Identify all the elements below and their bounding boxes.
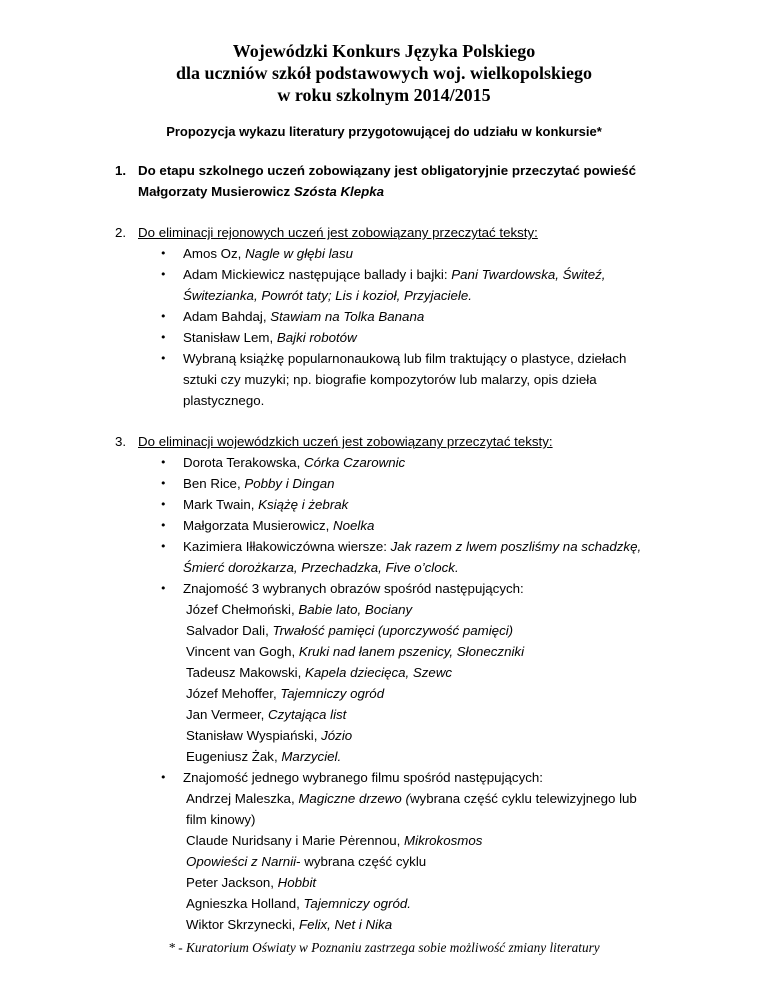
painting-item: Józef Chełmoński, Babie lato, Bociany bbox=[186, 602, 413, 617]
list-item-continuation: sztuki czy muzyki; np. biografie kompozytorów lub malarzy, opis dzieła bbox=[183, 372, 597, 387]
painting-item: Tadeusz Makowski, Kapela dziecięca, Szewc bbox=[186, 665, 453, 680]
list-item-continuation: plastycznego. bbox=[183, 393, 265, 408]
title-line-2: dla uczniów szkół podstawowych woj. wielkopolskiego bbox=[175, 63, 593, 83]
bullet-icon: • bbox=[160, 519, 167, 532]
painting-item: Salvador Dali, Trwałość pamięci (uporczywość pamięci) bbox=[186, 623, 514, 638]
list-item: Kazimiera Iłłakowiczówna wiersze: Jak razem z lwem poszliśmy na schadzkę, bbox=[183, 539, 642, 554]
films-intro: Znajomość jednego wybranego filmu spośród następujących: bbox=[183, 770, 543, 785]
bullet-icon: • bbox=[160, 540, 167, 553]
section-1-line-1: Do etapu szkolnego uczeń zobowiązany jest obligatoryjnie przeczytać powieść bbox=[138, 163, 637, 178]
film-item-continuation: film kinowy) bbox=[186, 812, 256, 827]
painting-item: Jan Vermeer, Czytająca list bbox=[186, 707, 347, 722]
film-item: Wiktor Skrzynecki, Felix, Net i Nika bbox=[186, 917, 393, 932]
section-3-heading: Do eliminacji wojewódzkich uczeń jest zobowiązany przeczytać teksty: bbox=[138, 434, 553, 449]
paintings-intro: Znajomość 3 wybranych obrazów spośród następujących: bbox=[183, 581, 524, 596]
bullet-icon: • bbox=[160, 268, 167, 281]
bullet-icon: • bbox=[160, 331, 167, 344]
painting-item: Eugeniusz Żak, Marzyciel. bbox=[186, 749, 342, 764]
title-line-3: w roku szkolnym 2014/2015 bbox=[277, 85, 491, 105]
bullet-icon: • bbox=[160, 477, 167, 490]
film-item: Claude Nuridsany i Marie Pėrennou, Mikrokosmos bbox=[186, 833, 483, 848]
footer-note: * - Kuratorium Oświaty w Poznaniu zastrzega sobie możliwość zmiany literatury bbox=[168, 940, 600, 955]
title-line-1: Wojewódzki Konkurs Języka Polskiego bbox=[232, 41, 536, 61]
bullet-icon: • bbox=[160, 582, 167, 595]
film-item: Opowieści z Narnii- wybrana część cyklu bbox=[186, 854, 427, 869]
painting-item: Vincent van Gogh, Kruki nad łanem pszenicy, Słoneczniki bbox=[186, 644, 525, 659]
list-item: Amos Oz, Nagle w głębi lasu bbox=[183, 246, 353, 261]
film-item: Agnieszka Holland, Tajemniczy ogród. bbox=[186, 896, 411, 911]
film-item: Peter Jackson, Hobbit bbox=[186, 875, 317, 890]
list-item: Wybraną książkę popularnonaukową lub film traktujący o plastyce, dziełach bbox=[183, 351, 627, 366]
bullet-icon: • bbox=[160, 352, 167, 365]
list-item: Dorota Terakowska, Córka Czarownic bbox=[183, 455, 406, 470]
list-item-continuation: Świtezianka, Powrót taty; Lis i kozioł, Przyjaciele. bbox=[183, 288, 472, 303]
section-2-heading: Do eliminacji rejonowych uczeń jest zobowiązany przeczytać teksty: bbox=[138, 225, 538, 240]
section-3-number: 3. bbox=[115, 434, 127, 449]
section-1-number: 1. bbox=[115, 163, 127, 178]
list-item: Adam Mickiewicz następujące ballady i bajki: Pani Twardowska, Świteź, bbox=[183, 267, 606, 282]
section-1-line-2: Małgorzaty Musierowicz Szósta Klepka bbox=[138, 184, 385, 199]
bullet-icon: • bbox=[160, 247, 167, 260]
list-item-continuation: Śmierć dorożkarza, Przechadzka, Five o’clock. bbox=[183, 560, 459, 575]
film-item: Andrzej Maleszka, Magiczne drzewo (wybrana część cyklu telewizyjnego lub bbox=[186, 791, 637, 806]
painting-item: Józef Mehoffer, Tajemniczy ogród bbox=[186, 686, 385, 701]
list-item: Ben Rice, Pobby i Dingan bbox=[183, 476, 335, 491]
section-2-number: 2. bbox=[115, 225, 127, 240]
list-item: Mark Twain, Książę i żebrak bbox=[183, 497, 349, 512]
list-item: Stanisław Lem, Bajki robotów bbox=[183, 330, 357, 345]
list-item: Małgorzata Musierowicz, Noelka bbox=[183, 518, 375, 533]
bullet-icon: • bbox=[160, 498, 167, 511]
painting-item: Stanisław Wyspiański, Józio bbox=[186, 728, 353, 743]
bullet-icon: • bbox=[160, 456, 167, 469]
bullet-icon: • bbox=[160, 771, 167, 784]
subtitle: Propozycja wykazu literatury przygotowującej do udziału w konkursie* bbox=[166, 124, 602, 139]
list-item: Adam Bahdaj, Stawiam na Tolka Banana bbox=[183, 309, 425, 324]
bullet-icon: • bbox=[160, 310, 167, 323]
